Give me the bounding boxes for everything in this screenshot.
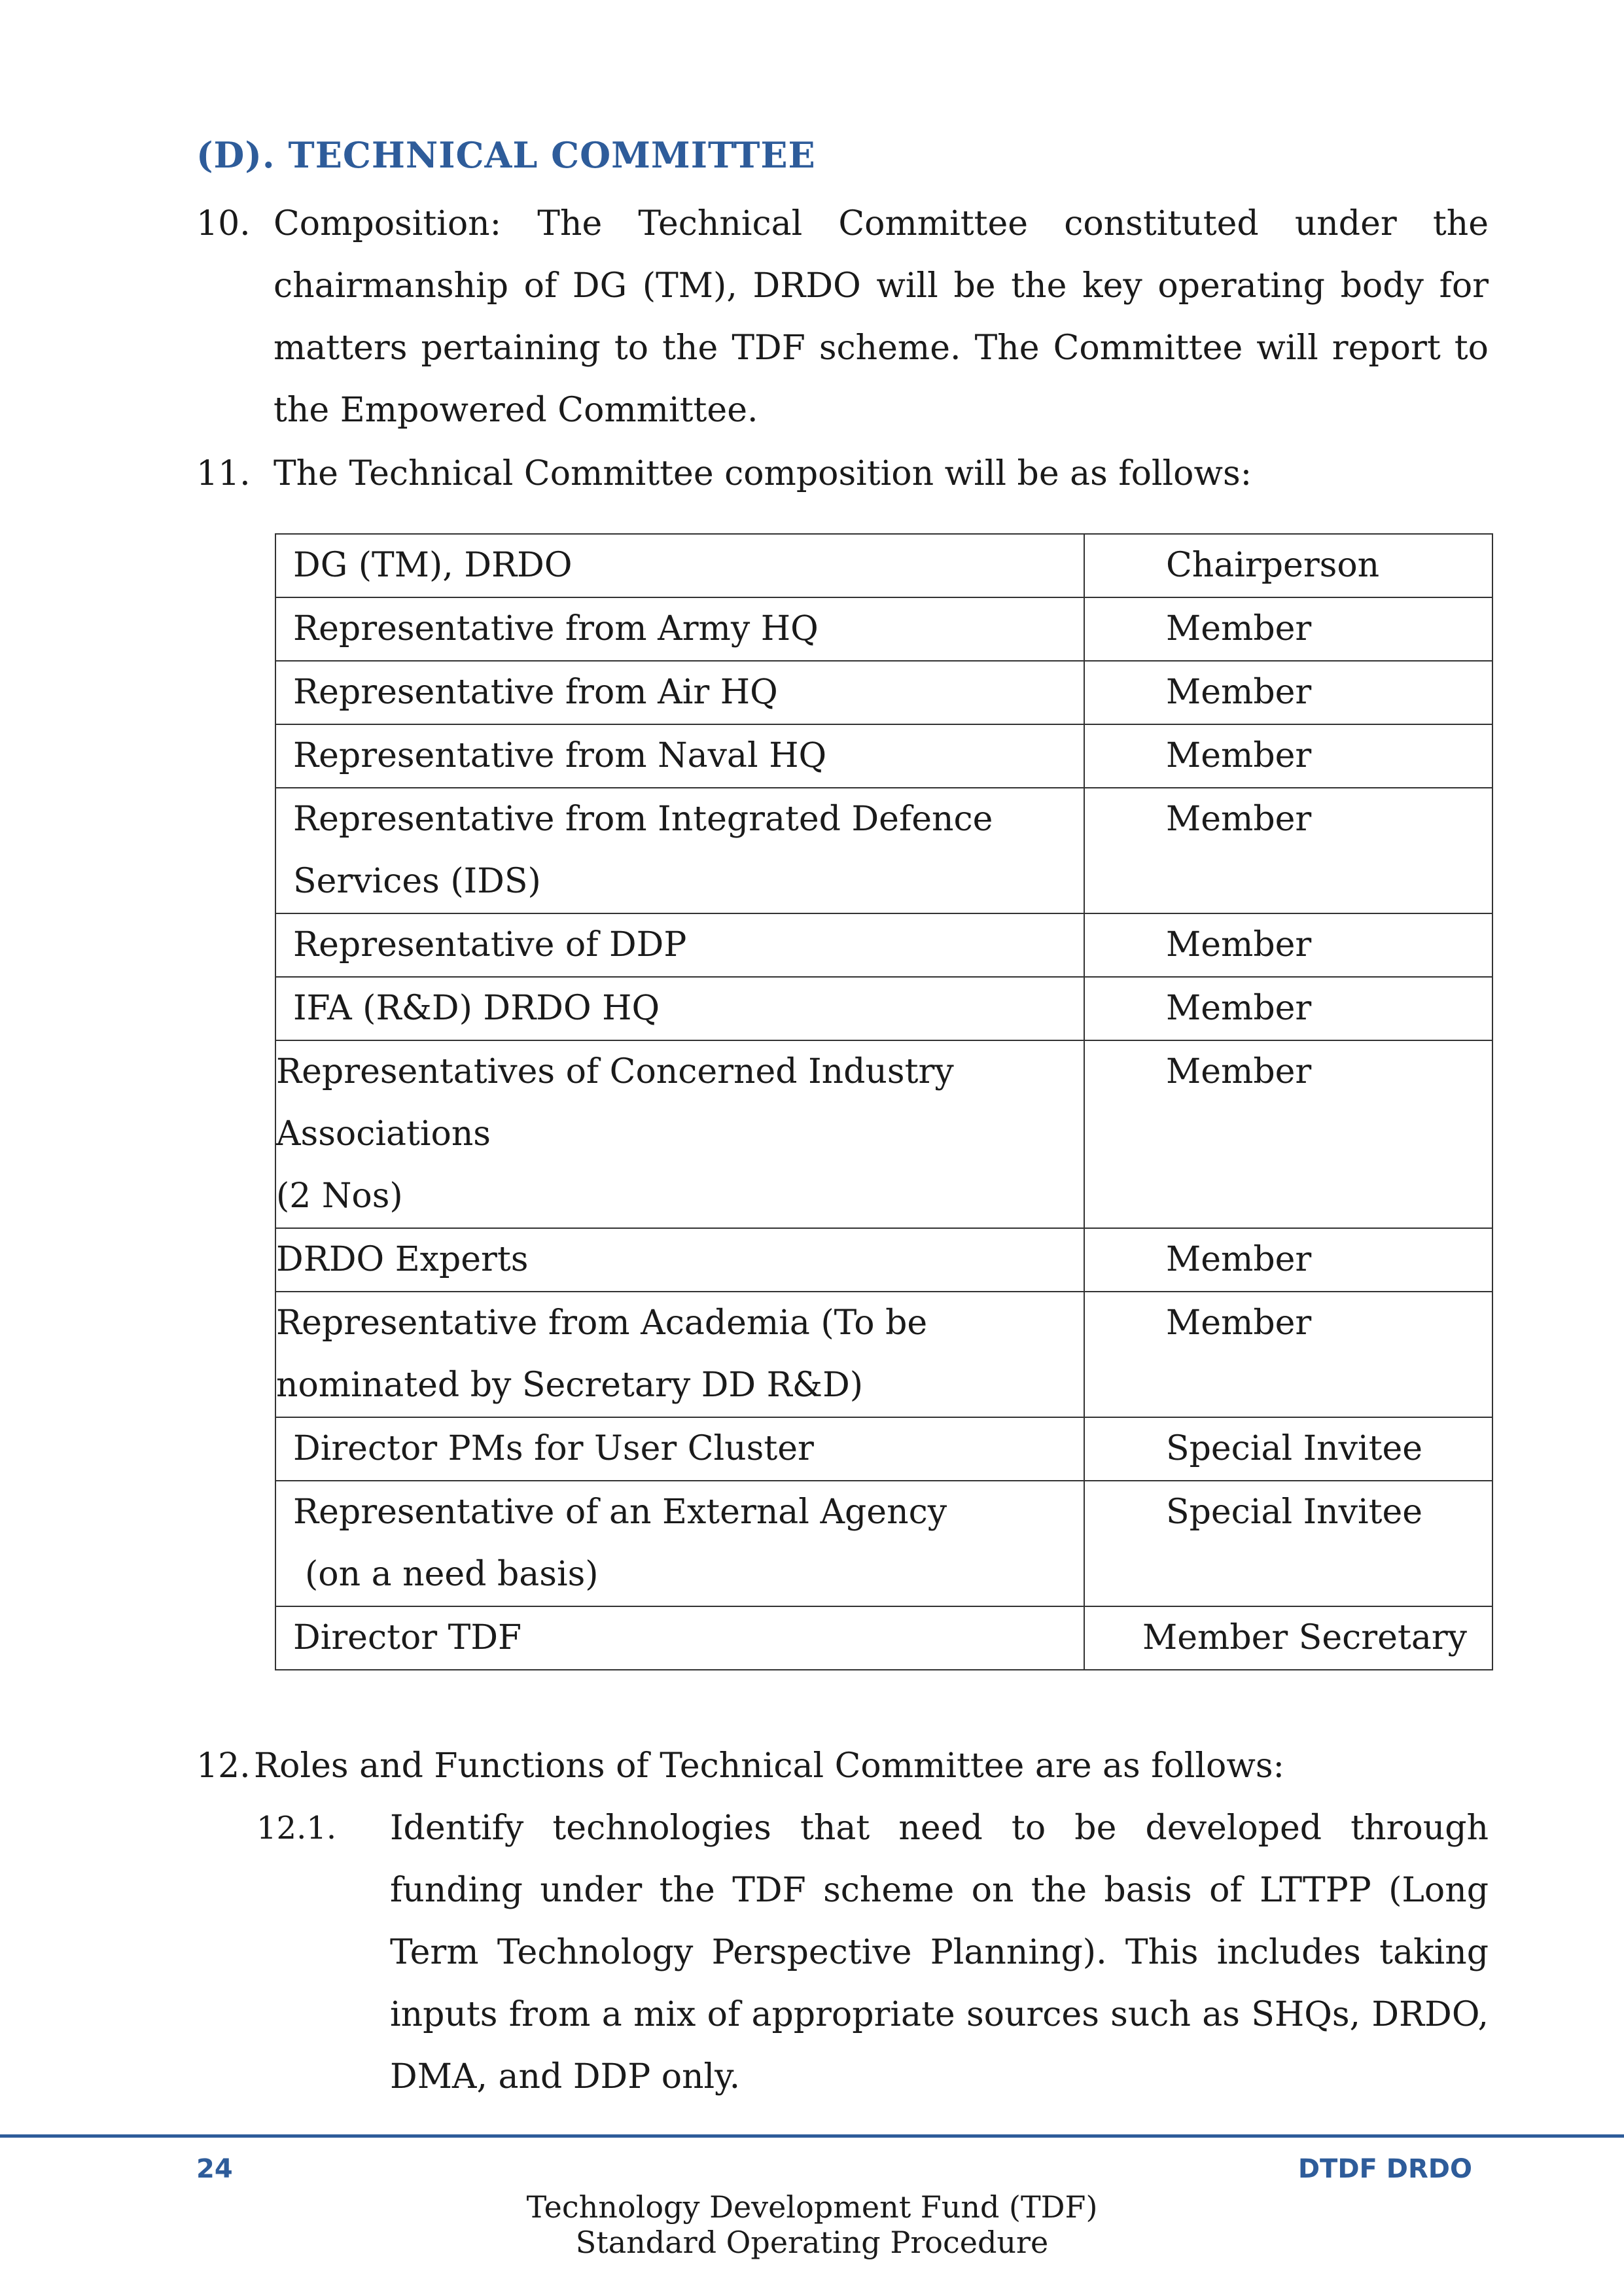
paragraph-text: Roles and Functions of Technical Committee are as follows: (254, 1746, 1285, 1786)
member-line: Representative from Army HQ (293, 609, 819, 648)
member-line: DG (TM), DRDO (293, 546, 573, 585)
role-cell: Member (1084, 1040, 1492, 1228)
member-line: Associations (276, 1114, 491, 1154)
member-line: Services (IDS) (293, 862, 541, 901)
paragraph-number: 11. (196, 454, 251, 493)
table-row (275, 1606, 1492, 1670)
committee-table-body (275, 534, 1492, 1670)
member-line: Representatives of Concerned Industry (276, 1052, 954, 1091)
paragraph-number: 12.1. (256, 1810, 337, 1846)
role-cell: Special Invitee (1084, 1481, 1492, 1606)
member-cell (275, 534, 1084, 597)
role-cell: Member (1084, 1228, 1492, 1292)
paragraph-number: 10. (196, 204, 251, 243)
member-cell (275, 1481, 1084, 1606)
member-cell (275, 661, 1084, 724)
role-cell: Member (1084, 597, 1492, 661)
member-line: Representative from Academia (To be (276, 1303, 928, 1343)
table-row (275, 1292, 1492, 1417)
table-row (275, 788, 1492, 913)
role-cell: Member (1084, 977, 1492, 1040)
paragraph-12-1 (256, 1797, 1489, 2108)
member-line: Director TDF (293, 1618, 522, 1657)
table-row (275, 1481, 1492, 1606)
role-cell: Chairperson (1084, 534, 1492, 597)
member-cell (275, 1417, 1084, 1481)
role-cell: Member (1084, 724, 1492, 788)
member-line: nominated by Secretary DD R&D) (276, 1366, 864, 1405)
member-cell (275, 977, 1084, 1040)
paragraph-10 (196, 193, 1489, 442)
footer-title-line2: Standard Operating Procedure (575, 2225, 1049, 2260)
footer-divider (0, 2134, 1624, 2138)
committee-composition-table (275, 533, 1493, 1670)
member-line: (on a need basis) (305, 1555, 599, 1594)
table-row (275, 661, 1492, 724)
member-cell (275, 788, 1084, 913)
footer-title-line1: Technology Development Fund (TDF) (526, 2189, 1098, 2225)
member-line: Representative from Integrated Defence (293, 800, 993, 839)
table-row (275, 1228, 1492, 1292)
member-cell (275, 597, 1084, 661)
member-line: Representative of an External Agency (293, 1492, 947, 1532)
role-cell: Member (1084, 1292, 1492, 1417)
role-cell: Member Secretary (1084, 1606, 1492, 1670)
member-cell (275, 913, 1084, 977)
member-cell (275, 1606, 1084, 1670)
member-cell (275, 1040, 1084, 1228)
section-heading: (D). TECHNICAL COMMITTEE (196, 134, 816, 176)
member-line: DRDO Experts (276, 1240, 529, 1279)
table-row (275, 913, 1492, 977)
member-cell (275, 1292, 1084, 1417)
table-row (275, 724, 1492, 788)
paragraph-text: The Technical Committee composition will be as follows: (274, 454, 1252, 493)
role-cell: Member (1084, 661, 1492, 724)
table-row (275, 1040, 1492, 1228)
member-line: IFA (R&D) DRDO HQ (293, 989, 660, 1028)
paragraph-text: Identify technologies that need to be developed through funding under the TDF scheme on the basis of LTTPP (Long Term Technology Perspective Planning). This includes taking inputs from a mix of appropriate sources such as SHQs, DRDO, DMA, and DDP only. (390, 1809, 1489, 2096)
table-row (275, 977, 1492, 1040)
member-line: Representative from Air HQ (293, 673, 778, 712)
member-line: Representative of DDP (293, 925, 687, 964)
table-row (275, 534, 1492, 597)
member-cell (275, 1228, 1084, 1292)
table-row (275, 1417, 1492, 1481)
paragraph-text: Composition: The Technical Committee constituted under the chairmanship of DG (TM), DRDO will be the key operating body for matters pertaining to the TDF scheme. The Committee will report to the Empowered Committee. (274, 204, 1489, 430)
footer-organization: DTDF DRDO (1297, 2154, 1472, 2184)
paragraph-12 (196, 1735, 1489, 1797)
role-cell: Special Invitee (1084, 1417, 1492, 1481)
footer-page-number: 24 (196, 2154, 233, 2184)
table-row (275, 597, 1492, 661)
member-cell (275, 724, 1084, 788)
member-line: Director PMs for User Cluster (293, 1429, 814, 1468)
paragraph-11 (196, 443, 1489, 505)
role-cell: Member (1084, 913, 1492, 977)
member-line: Representative from Naval HQ (293, 736, 827, 775)
paragraph-number: 12. (196, 1746, 251, 1786)
role-cell: Member (1084, 788, 1492, 913)
member-line: (2 Nos) (276, 1176, 403, 1216)
